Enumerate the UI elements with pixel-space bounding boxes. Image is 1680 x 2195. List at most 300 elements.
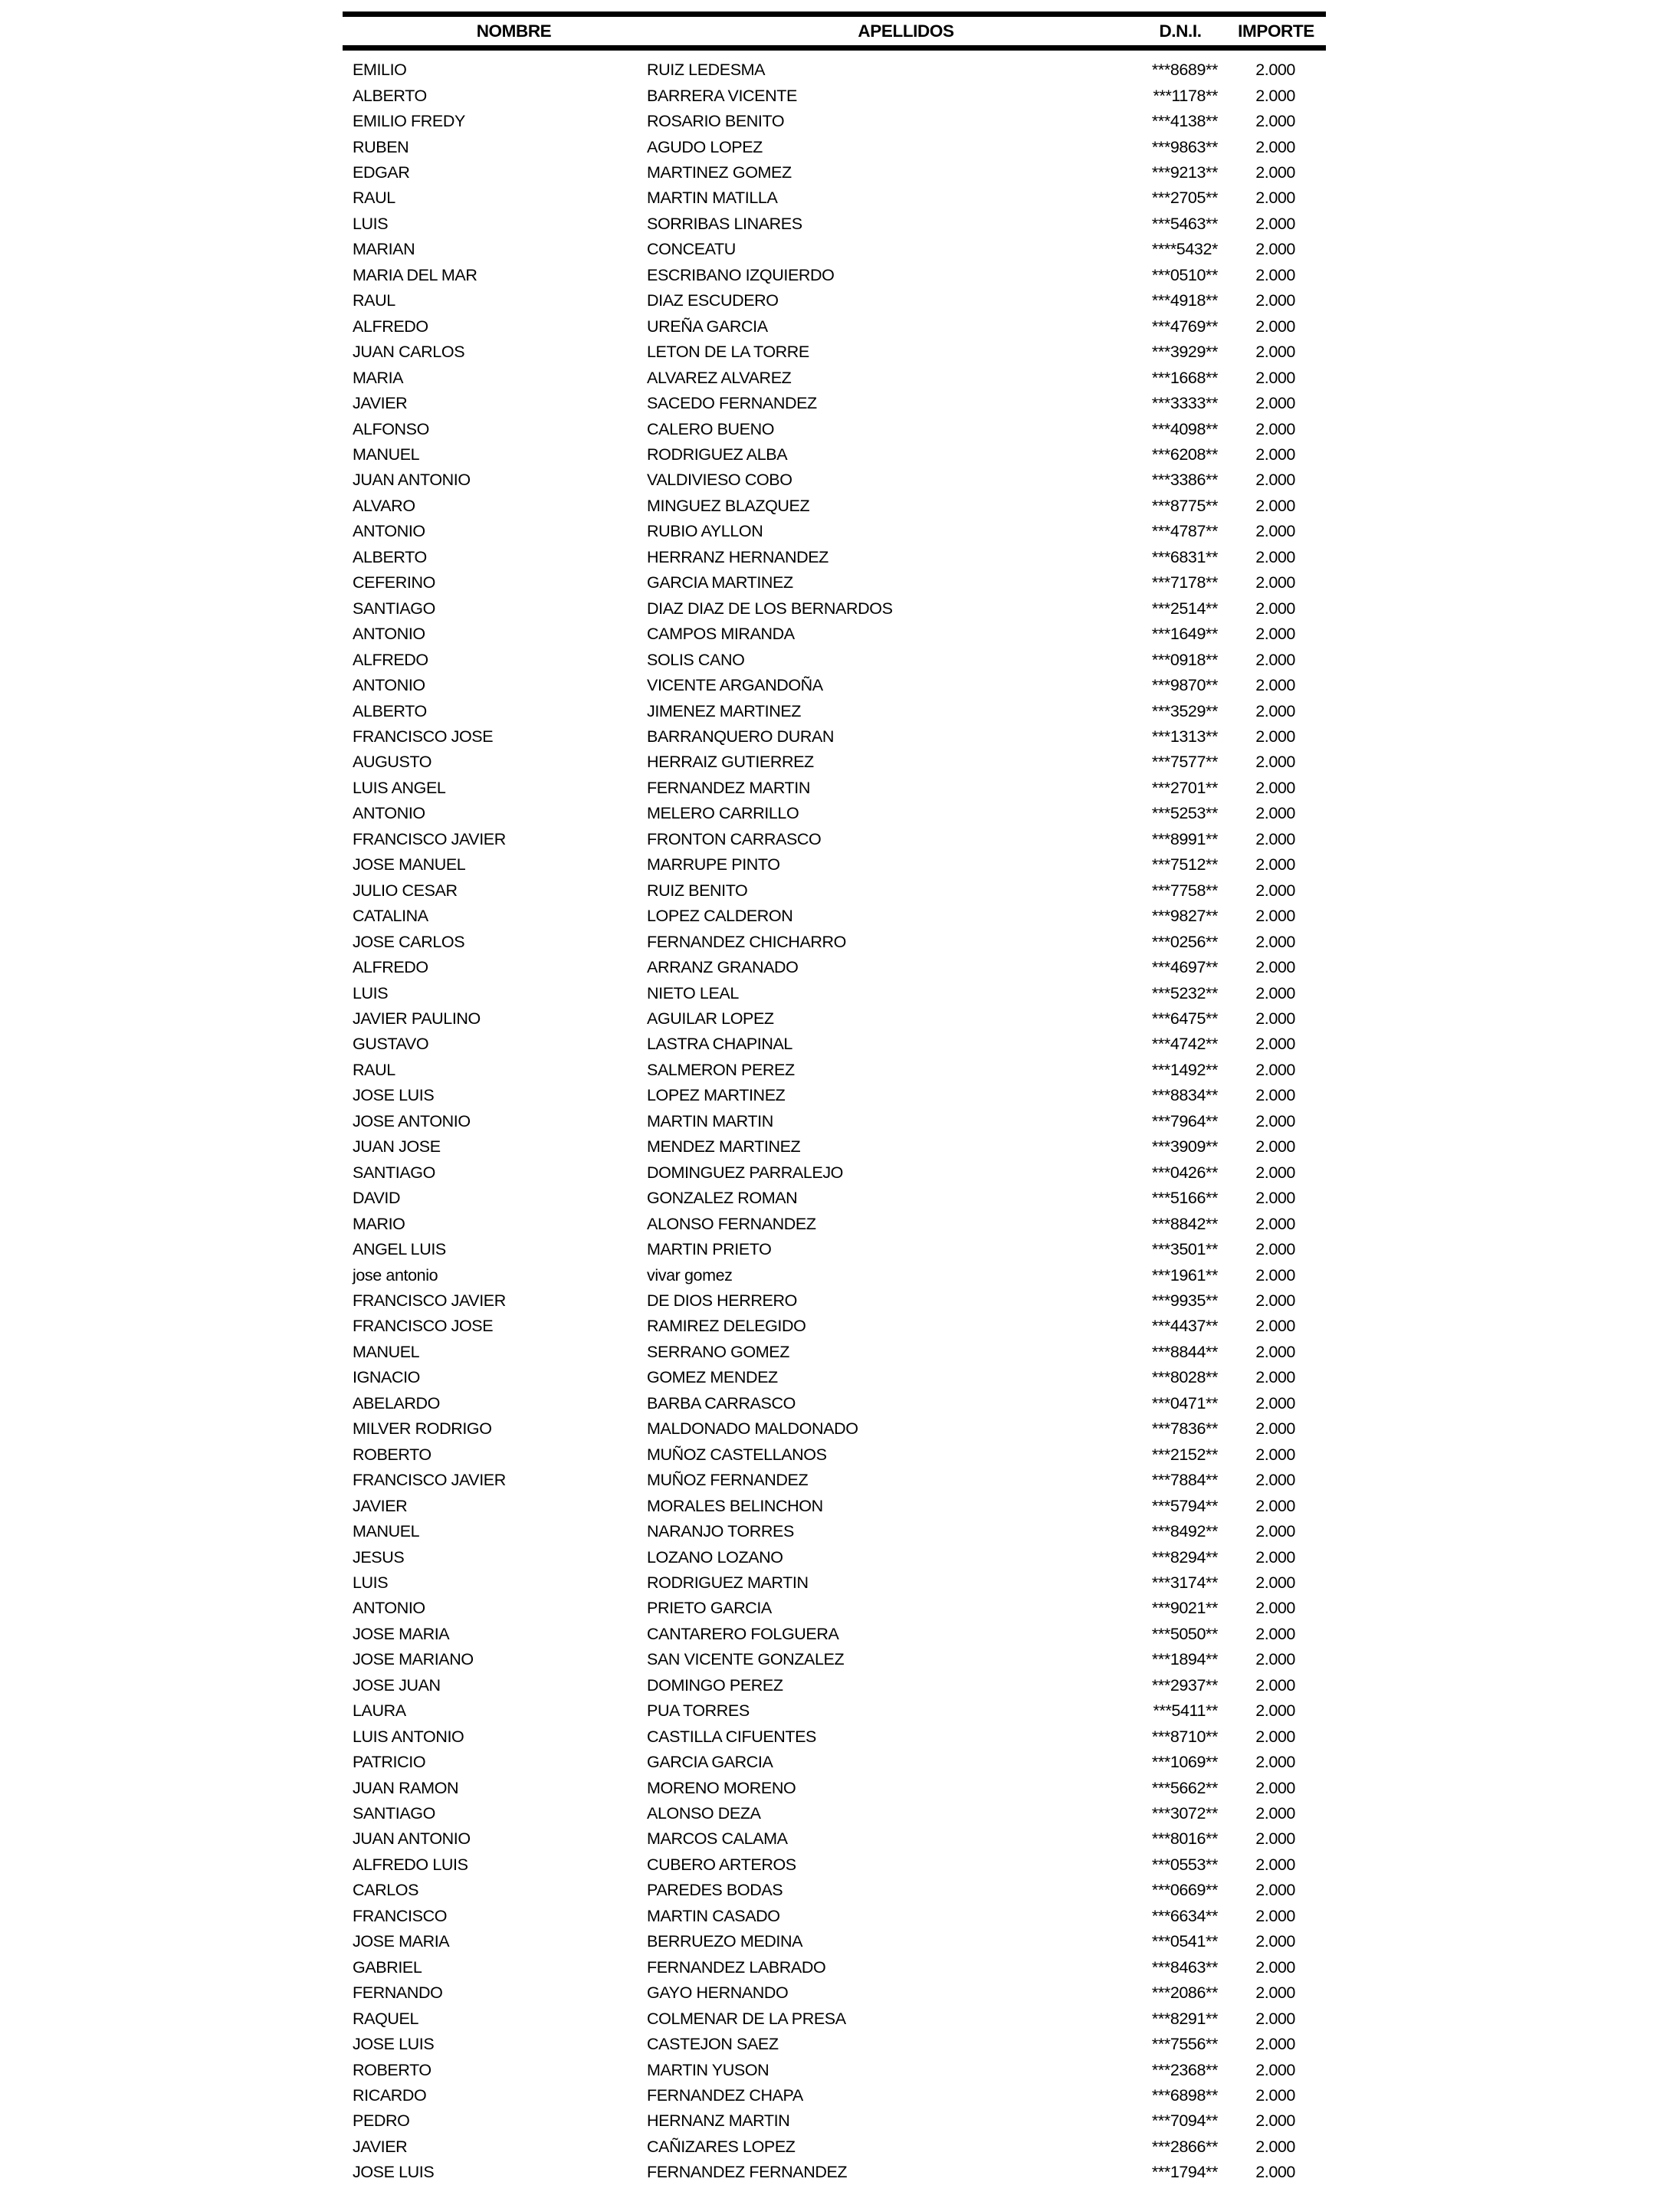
cell-importe: 2.000 [1255, 1471, 1295, 1490]
cell-dni: ***8775** [1151, 496, 1218, 515]
cell-dni: ***8291** [1151, 2009, 1218, 2028]
table-row [343, 1468, 1326, 1493]
cell-dni: ***1649** [1151, 625, 1218, 644]
cell-nombre: ALBERTO [353, 86, 427, 105]
cell-nombre: ALVARO [353, 496, 415, 515]
cell-dni: ***0256** [1151, 932, 1218, 951]
table-row [343, 1032, 1326, 1057]
cell-nombre: ALBERTO [353, 701, 427, 720]
cell-nombre: FRANCISCO JAVIER [353, 1471, 506, 1490]
table-row [343, 1673, 1326, 1698]
cell-dni: ***0541** [1151, 1932, 1218, 1951]
cell-nombre: CEFERINO [353, 573, 435, 592]
table-body [343, 51, 1326, 2186]
table-row [343, 776, 1326, 801]
cell-dni: ***4697** [1151, 958, 1218, 977]
cell-apellidos: ALONSO DEZA [647, 1804, 761, 1823]
cell-nombre: JOSE MARIA [353, 1932, 450, 1951]
table-row [343, 1647, 1326, 1672]
cell-nombre: JAVIER [353, 2137, 408, 2156]
cell-nombre: IGNACIO [353, 1368, 420, 1387]
cell-importe: 2.000 [1255, 1983, 1295, 2003]
table-row [343, 1160, 1326, 1185]
cell-dni: ***1894** [1151, 1650, 1218, 1669]
cell-nombre: JAVIER [353, 1496, 408, 1515]
cell-nombre: JULIO CESAR [353, 881, 458, 900]
cell-importe: 2.000 [1255, 522, 1295, 541]
cell-apellidos: BARBA CARRASCO [647, 1393, 796, 1412]
cell-nombre: ALFREDO [353, 650, 428, 669]
cell-apellidos: vivar gomez [647, 1265, 733, 1285]
cell-dni: ***8294** [1151, 1547, 1218, 1567]
cell-importe: 2.000 [1255, 1881, 1295, 1900]
cell-apellidos: MARTIN MARTIN [647, 1111, 773, 1130]
cell-apellidos: FERNANDEZ CHAPA [647, 2086, 803, 2105]
cell-apellidos: UREÑA GARCIA [647, 317, 768, 336]
cell-nombre: ANTONIO [353, 625, 425, 644]
table-row [343, 1698, 1326, 1724]
cell-apellidos: FERNANDEZ FERNANDEZ [647, 2163, 848, 2182]
cell-importe: 2.000 [1255, 2035, 1295, 2054]
cell-importe: 2.000 [1255, 1573, 1295, 1592]
table-row [343, 545, 1326, 570]
cell-apellidos: MARTINEZ GOMEZ [647, 163, 792, 182]
table-row [343, 1750, 1326, 1775]
cell-nombre: JOSE MANUEL [353, 855, 466, 874]
cell-nombre: ALFONSO [353, 419, 429, 438]
cell-importe: 2.000 [1255, 1547, 1295, 1567]
cell-apellidos: SAN VICENTE GONZALEZ [647, 1650, 845, 1669]
cell-importe: 2.000 [1255, 1496, 1295, 1515]
cell-apellidos: GONZALEZ ROMAN [647, 1189, 798, 1208]
table-row [343, 442, 1326, 468]
table-row [343, 1391, 1326, 1416]
cell-nombre: JESUS [353, 1547, 405, 1567]
table-row [343, 468, 1326, 493]
cell-apellidos: MINGUEZ BLAZQUEZ [647, 496, 810, 515]
cell-nombre: JOSE LUIS [353, 1086, 435, 1105]
cell-apellidos: LETON DE LA TORRE [647, 343, 809, 362]
cell-dni: ***1961** [1151, 1265, 1218, 1285]
cell-importe: 2.000 [1255, 1650, 1295, 1669]
cell-importe: 2.000 [1255, 2111, 1295, 2131]
cell-dni: ***6208** [1151, 445, 1218, 464]
cell-apellidos: SORRIBAS LINARES [647, 214, 802, 233]
cell-dni: ***9870** [1151, 676, 1218, 695]
cell-importe: 2.000 [1255, 1957, 1295, 1977]
cell-dni: ***8492** [1151, 1522, 1218, 1541]
cell-nombre: MANUEL [353, 445, 420, 464]
cell-importe: 2.000 [1255, 932, 1295, 951]
cell-dni: ***3929** [1151, 343, 1218, 362]
table-row [343, 212, 1326, 237]
cell-dni: ***2514** [1151, 599, 1218, 618]
table-row [343, 263, 1326, 288]
cell-nombre: ALBERTO [353, 547, 427, 566]
column-header-nombre: NOMBRE [476, 21, 552, 41]
table-row [343, 365, 1326, 390]
cell-importe: 2.000 [1255, 394, 1295, 413]
cell-apellidos: RODRIGUEZ MARTIN [647, 1573, 809, 1592]
cell-dni: ***7512** [1151, 855, 1218, 874]
cell-nombre: CARLOS [353, 1881, 419, 1900]
table-row [343, 314, 1326, 340]
cell-importe: 2.000 [1255, 1522, 1295, 1541]
cell-dni: ***9863** [1151, 137, 1218, 156]
cell-apellidos: MORALES BELINCHON [647, 1496, 823, 1515]
cell-dni: ***5253** [1151, 804, 1218, 823]
cell-dni: ***1178** [1153, 86, 1218, 105]
table-header-row [343, 17, 1326, 45]
cell-importe: 2.000 [1255, 547, 1295, 566]
cell-nombre: ALFREDO LUIS [353, 1855, 468, 1874]
cell-importe: 2.000 [1255, 419, 1295, 438]
table-row [343, 519, 1326, 544]
cell-apellidos: SALMERON PEREZ [647, 1060, 795, 1079]
cell-importe: 2.000 [1255, 1060, 1295, 1079]
cell-dni: ***5662** [1151, 1778, 1218, 1797]
cell-nombre: RAQUEL [353, 2009, 419, 2028]
cell-dni: ***7178** [1151, 573, 1218, 592]
cell-apellidos: PUA TORRES [647, 1701, 750, 1721]
cell-apellidos: MARTIN MATILLA [647, 189, 778, 208]
cell-dni: ****5432* [1151, 240, 1218, 259]
cell-apellidos: CANTARERO FOLGUERA [647, 1624, 839, 1643]
cell-importe: 2.000 [1255, 1137, 1295, 1157]
cell-importe: 2.000 [1255, 1111, 1295, 1130]
table-row [343, 596, 1326, 622]
table-row [343, 827, 1326, 852]
table-row [343, 185, 1326, 211]
cell-apellidos: MELERO CARRILLO [647, 804, 799, 823]
cell-importe: 2.000 [1255, 1599, 1295, 1618]
cell-importe: 2.000 [1255, 163, 1295, 182]
cell-importe: 2.000 [1255, 1753, 1295, 1772]
cell-apellidos: ROSARIO BENITO [647, 112, 785, 131]
cell-apellidos: CUBERO ARTEROS [647, 1855, 796, 1874]
cell-dni: ***8463** [1151, 1957, 1218, 1977]
table-row [343, 1365, 1326, 1390]
cell-importe: 2.000 [1255, 1009, 1295, 1028]
table-row [343, 1340, 1326, 1365]
beneficiaries-table [343, 11, 1326, 2186]
cell-dni: ***2152** [1151, 1445, 1218, 1464]
cell-dni: ***9827** [1151, 907, 1218, 926]
cell-dni: ***2701** [1151, 778, 1218, 797]
table-row [343, 160, 1326, 185]
table-row [343, 1929, 1326, 1954]
table-row [343, 1262, 1326, 1288]
cell-importe: 2.000 [1255, 1291, 1295, 1310]
cell-nombre: RAUL [353, 189, 395, 208]
cell-dni: ***9213** [1151, 163, 1218, 182]
cell-apellidos: DOMINGO PEREZ [647, 1675, 783, 1695]
cell-nombre: MARIO [353, 1214, 405, 1233]
cell-dni: ***2086** [1151, 1983, 1218, 2003]
cell-importe: 2.000 [1255, 1419, 1295, 1439]
cell-dni: ***8834** [1151, 1086, 1218, 1105]
cell-nombre: JUAN CARLOS [353, 343, 465, 362]
cell-apellidos: HERNANZ MARTIN [647, 2111, 790, 2131]
cell-importe: 2.000 [1255, 1624, 1295, 1643]
cell-importe: 2.000 [1255, 112, 1295, 131]
table-row [343, 1724, 1326, 1749]
cell-importe: 2.000 [1255, 855, 1295, 874]
cell-dni: ***0553** [1151, 1855, 1218, 1874]
cell-importe: 2.000 [1255, 727, 1295, 746]
cell-nombre: FRANCISCO JOSE [353, 727, 494, 746]
cell-dni: ***7884** [1151, 1471, 1218, 1490]
cell-nombre: ANTONIO [353, 804, 425, 823]
cell-importe: 2.000 [1255, 2163, 1295, 2182]
cell-dni: ***8844** [1151, 1342, 1218, 1361]
table-row [343, 1596, 1326, 1621]
cell-apellidos: PRIETO GARCIA [647, 1599, 772, 1618]
cell-apellidos: NIETO LEAL [647, 983, 739, 1002]
cell-nombre: ALFREDO [353, 317, 428, 336]
table-row [343, 1134, 1326, 1160]
table-row [343, 1288, 1326, 1314]
table-row [343, 340, 1326, 365]
cell-importe: 2.000 [1255, 778, 1295, 797]
cell-nombre: JUAN RAMON [353, 1778, 459, 1797]
cell-apellidos: LOPEZ MARTINEZ [647, 1086, 786, 1105]
cell-nombre: EMILIO FREDY [353, 112, 465, 131]
cell-nombre: CATALINA [353, 907, 428, 926]
cell-importe: 2.000 [1255, 958, 1295, 977]
cell-nombre: SANTIAGO [353, 599, 435, 618]
cell-nombre: PATRICIO [353, 1753, 426, 1772]
cell-nombre: FERNANDO [353, 1983, 443, 2003]
cell-nombre: FRANCISCO JAVIER [353, 829, 506, 848]
cell-apellidos: RUBIO AYLLON [647, 522, 763, 541]
cell-dni: ***7758** [1151, 881, 1218, 900]
cell-apellidos: RUIZ BENITO [647, 881, 748, 900]
cell-apellidos: ARRANZ GRANADO [647, 958, 799, 977]
cell-dni: ***3174** [1151, 1573, 1218, 1592]
table-row [343, 1314, 1326, 1339]
table-row [343, 494, 1326, 519]
cell-apellidos: ALVAREZ ALVAREZ [647, 368, 792, 387]
cell-importe: 2.000 [1255, 2009, 1295, 2028]
cell-apellidos: CALERO BUENO [647, 419, 775, 438]
cell-nombre: JOSE JUAN [353, 1675, 441, 1695]
table-row [343, 237, 1326, 262]
cell-dni: ***7556** [1151, 2035, 1218, 2054]
cell-nombre: MARIA [353, 368, 404, 387]
cell-nombre: ANTONIO [353, 522, 425, 541]
cell-importe: 2.000 [1255, 983, 1295, 1002]
cell-apellidos: CAÑIZARES LOPEZ [647, 2137, 796, 2156]
table-row [343, 852, 1326, 878]
cell-dni: ***9021** [1151, 1599, 1218, 1618]
cell-apellidos: LOPEZ CALDERON [647, 907, 793, 926]
cell-apellidos: RAMIREZ DELEGIDO [647, 1317, 806, 1336]
table-row [343, 1058, 1326, 1083]
cell-importe: 2.000 [1255, 343, 1295, 362]
cell-nombre: DAVID [353, 1189, 401, 1208]
table-row [343, 1980, 1326, 2006]
cell-nombre: MARIA DEL MAR [353, 265, 477, 284]
table-row [343, 750, 1326, 775]
cell-nombre: ANTONIO [353, 1599, 425, 1618]
cell-apellidos: GARCIA GARCIA [647, 1753, 773, 1772]
cell-dni: ***7836** [1151, 1419, 1218, 1439]
cell-dni: ***0426** [1151, 1163, 1218, 1182]
cell-dni: ***3529** [1151, 701, 1218, 720]
cell-dni: ***7964** [1151, 1111, 1218, 1130]
column-header-apellidos: APELLIDOS [858, 21, 954, 41]
cell-nombre: JOSE LUIS [353, 2163, 435, 2182]
cell-importe: 2.000 [1255, 471, 1295, 490]
cell-dni: ***8842** [1151, 1214, 1218, 1233]
cell-apellidos: MALDONADO MALDONADO [647, 1419, 858, 1439]
cell-importe: 2.000 [1255, 881, 1295, 900]
cell-dni: ***5232** [1151, 983, 1218, 1002]
cell-apellidos: AGUDO LOPEZ [647, 137, 763, 156]
cell-importe: 2.000 [1255, 317, 1295, 336]
cell-apellidos: MARTIN YUSON [647, 2060, 769, 2079]
table-row [343, 980, 1326, 1006]
cell-apellidos: MUÑOZ FERNANDEZ [647, 1471, 809, 1490]
cell-importe: 2.000 [1255, 1778, 1295, 1797]
cell-importe: 2.000 [1255, 625, 1295, 644]
cell-importe: 2.000 [1255, 61, 1295, 80]
cell-apellidos: FERNANDEZ CHICHARRO [647, 932, 846, 951]
cell-importe: 2.000 [1255, 1342, 1295, 1361]
cell-nombre: LUIS [353, 1573, 389, 1592]
table-row [343, 109, 1326, 134]
cell-importe: 2.000 [1255, 907, 1295, 926]
cell-apellidos: NARANJO TORRES [647, 1522, 794, 1541]
cell-apellidos: SOLIS CANO [647, 650, 745, 669]
cell-importe: 2.000 [1255, 1445, 1295, 1464]
cell-importe: 2.000 [1255, 1214, 1295, 1233]
cell-apellidos: CASTILLA CIFUENTES [647, 1727, 816, 1746]
cell-importe: 2.000 [1255, 573, 1295, 592]
cell-dni: ***5166** [1151, 1189, 1218, 1208]
cell-apellidos: COLMENAR DE LA PRESA [647, 2009, 846, 2028]
cell-importe: 2.000 [1255, 445, 1295, 464]
cell-importe: 2.000 [1255, 829, 1295, 848]
cell-importe: 2.000 [1255, 804, 1295, 823]
table-row [343, 2032, 1326, 2057]
cell-nombre: LUIS [353, 983, 389, 1002]
cell-apellidos: PAREDES BODAS [647, 1881, 783, 1900]
cell-importe: 2.000 [1255, 86, 1295, 105]
cell-nombre: LUIS [353, 214, 389, 233]
table-row [343, 1416, 1326, 1442]
cell-apellidos: RUIZ LEDESMA [647, 61, 766, 80]
cell-importe: 2.000 [1255, 291, 1295, 310]
cell-apellidos: FRONTON CARRASCO [647, 829, 822, 848]
cell-apellidos: BARRANQUERO DURAN [647, 727, 835, 746]
cell-dni: ***3072** [1151, 1804, 1218, 1823]
cell-importe: 2.000 [1255, 1932, 1295, 1951]
table-row [343, 1519, 1326, 1544]
cell-dni: ***8689** [1151, 61, 1218, 80]
cell-dni: ***4769** [1151, 317, 1218, 336]
cell-nombre: EDGAR [353, 163, 410, 182]
cell-nombre: MANUEL [353, 1342, 420, 1361]
cell-apellidos: LOZANO LOZANO [647, 1547, 783, 1567]
cell-apellidos: CONCEATU [647, 240, 736, 259]
cell-apellidos: VICENTE ARGANDOÑA [647, 676, 823, 695]
cell-nombre: GABRIEL [353, 1957, 422, 1977]
cell-importe: 2.000 [1255, 1163, 1295, 1182]
cell-apellidos: DE DIOS HERRERO [647, 1291, 797, 1310]
cell-apellidos: JIMENEZ MARTINEZ [647, 701, 802, 720]
cell-apellidos: GOMEZ MENDEZ [647, 1368, 778, 1387]
cell-nombre: MANUEL [353, 1522, 420, 1541]
cell-apellidos: HERRAIZ GUTIERREZ [647, 753, 814, 772]
cell-importe: 2.000 [1255, 240, 1295, 259]
cell-nombre: AUGUSTO [353, 753, 432, 772]
cell-apellidos: DIAZ DIAZ DE LOS BERNARDOS [647, 599, 893, 618]
table-row [343, 416, 1326, 441]
cell-importe: 2.000 [1255, 2137, 1295, 2156]
cell-importe: 2.000 [1255, 701, 1295, 720]
cell-dni: ***3909** [1151, 1137, 1218, 1157]
table-row [343, 1493, 1326, 1518]
cell-apellidos: BERRUEZO MEDINA [647, 1932, 803, 1951]
cell-dni: ***7094** [1151, 2111, 1218, 2131]
table-row [343, 570, 1326, 596]
cell-nombre: JOSE CARLOS [353, 932, 465, 951]
table-row [343, 1109, 1326, 1134]
cell-apellidos: SACEDO FERNANDEZ [647, 394, 817, 413]
cell-importe: 2.000 [1255, 1701, 1295, 1721]
cell-dni: ***8028** [1151, 1368, 1218, 1387]
cell-nombre: RAUL [353, 291, 395, 310]
cell-importe: 2.000 [1255, 2060, 1295, 2079]
cell-dni: ***0918** [1151, 650, 1218, 669]
table-header-bottom-rule [343, 45, 1326, 51]
table-row [343, 1186, 1326, 1211]
cell-importe: 2.000 [1255, 650, 1295, 669]
cell-apellidos: HERRANZ HERNANDEZ [647, 547, 829, 566]
table-row [343, 1544, 1326, 1570]
table-row [343, 1237, 1326, 1262]
cell-apellidos: RODRIGUEZ ALBA [647, 445, 788, 464]
cell-nombre: RAUL [353, 1060, 395, 1079]
table-row [343, 724, 1326, 750]
cell-dni: ***1069** [1151, 1753, 1218, 1772]
cell-nombre: JOSE ANTONIO [353, 1111, 471, 1130]
cell-apellidos: GARCIA MARTINEZ [647, 573, 793, 592]
cell-importe: 2.000 [1255, 368, 1295, 387]
cell-apellidos: AGUILAR LOPEZ [647, 1009, 774, 1028]
cell-importe: 2.000 [1255, 1086, 1295, 1105]
cell-apellidos: CASTEJON SAEZ [647, 2035, 779, 2054]
cell-apellidos: ESCRIBANO IZQUIERDO [647, 265, 835, 284]
cell-nombre: JOSE MARIANO [353, 1650, 474, 1669]
cell-importe: 2.000 [1255, 1265, 1295, 1285]
cell-dni: ***4138** [1151, 112, 1218, 131]
cell-dni: ***2937** [1151, 1675, 1218, 1695]
cell-dni: ***3386** [1151, 471, 1218, 490]
table-row [343, 1904, 1326, 1929]
cell-dni: ***1492** [1151, 1060, 1218, 1079]
cell-dni: ***8710** [1151, 1727, 1218, 1746]
cell-apellidos: LASTRA CHAPINAL [647, 1035, 792, 1054]
cell-importe: 2.000 [1255, 1393, 1295, 1412]
cell-apellidos: MARTIN PRIETO [647, 1240, 772, 1259]
table-row [343, 878, 1326, 904]
column-header-importe: IMPORTE [1238, 21, 1314, 41]
cell-dni: ***1794** [1151, 2163, 1218, 2182]
cell-apellidos: MARTIN CASADO [647, 1906, 780, 1925]
